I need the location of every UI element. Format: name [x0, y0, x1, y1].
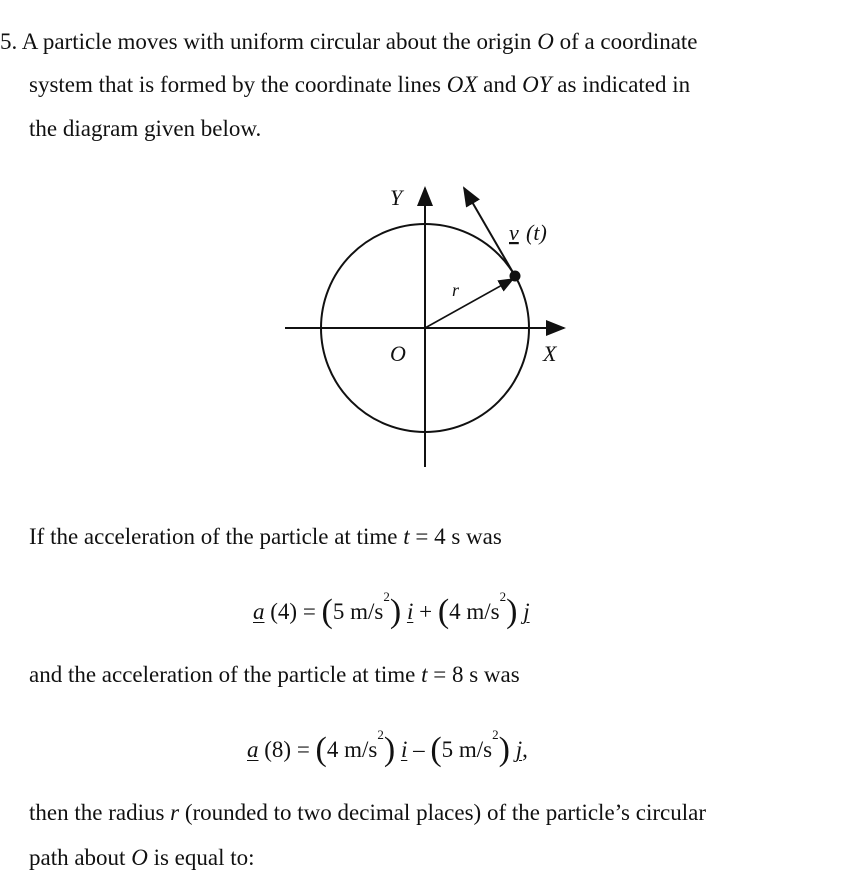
particle — [510, 271, 521, 282]
unit-vector-i: i — [406, 599, 414, 624]
question-line-2: system that is formed by the coordinate lines OX and OY as indicated in — [29, 72, 691, 97]
radius-label: r — [452, 280, 460, 300]
part-2-text: and the acceleration of the particle at time t = 8 s was — [29, 662, 520, 687]
accel-symbol: a — [253, 599, 265, 624]
unit-vector-i: i — [400, 737, 408, 762]
equation-a8: a (8) = (4 $m/s^2$) i – (5 $m/s^2$) j, — [247, 727, 528, 768]
velocity-label-v: v — [509, 220, 519, 245]
part-3-line-1: then the radius r (rounded to two decimal places) of the particle’s circular — [29, 800, 706, 825]
question-line-3: the diagram given below. — [29, 116, 262, 141]
x-axis-label: X — [543, 341, 557, 366]
unit-vector-j: j — [523, 599, 530, 624]
origin-label: O — [390, 341, 406, 366]
part-3-line-2: path about O is equal to: — [29, 845, 255, 870]
part-1-text: If the acceleration of the particle at time t = 4 s was — [29, 524, 502, 549]
radius-vector — [425, 279, 513, 328]
question-number: 5. — [0, 29, 18, 54]
accel-symbol: a — [247, 737, 259, 762]
unit-vector-j: j — [515, 737, 523, 762]
equation-a4: a (4) = (5 $m/s^2$) i + (4 $m/s^2$) j — [253, 589, 530, 630]
question-line-1: 5. A particle moves with uniform circular about the origin O of a coordinate — [0, 29, 698, 54]
velocity-vector — [464, 188, 515, 276]
velocity-label-t: (t) — [526, 220, 547, 245]
y-axis-label: Y — [390, 185, 403, 210]
